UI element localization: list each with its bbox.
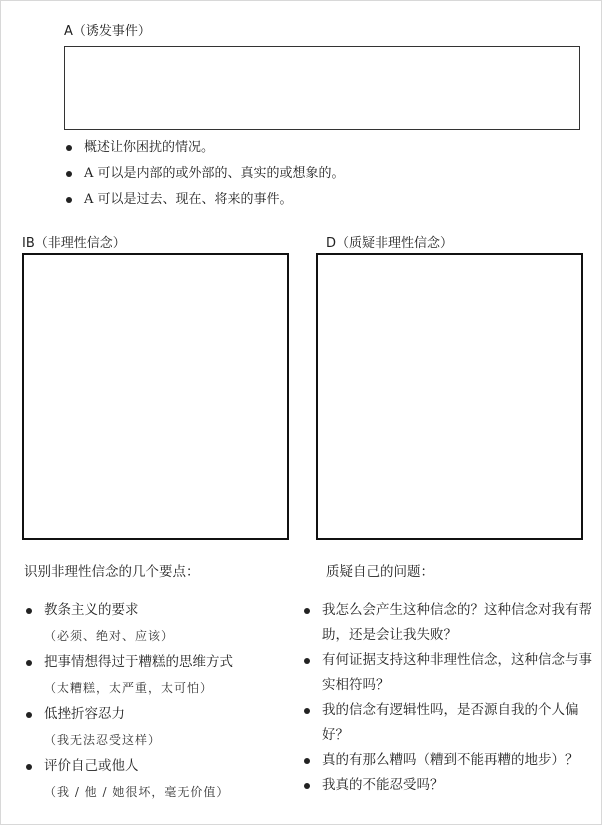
right-column-heading: 质疑自己的问题：	[326, 564, 434, 580]
list-item: 我的信念有逻辑性吗，是否源自我的个人偏好？	[302, 698, 602, 748]
list-item: 我真的不能忍受吗？	[302, 773, 602, 798]
dispute-beliefs-box[interactable]	[316, 253, 583, 540]
bullet-icon	[304, 608, 310, 614]
section-a-bullets	[64, 138, 345, 216]
left-column-list	[24, 598, 233, 806]
list-item: 有何证据支持这种非理性信念，这种信念与事实相符吗？	[302, 648, 602, 698]
bullet-icon	[66, 145, 72, 151]
list-item: 真的有那么糟吗（糟到不能再糟的地步）？	[302, 748, 602, 773]
irrational-beliefs-box[interactable]	[22, 253, 289, 540]
section-ib-heading: IB（非理性信念）	[22, 236, 126, 251]
bullet-icon	[26, 764, 32, 770]
section-d-heading: D（质疑非理性信念）	[326, 236, 454, 251]
bullet-icon	[66, 171, 72, 177]
bullet-icon	[26, 712, 32, 718]
bullet-icon	[26, 660, 32, 666]
activating-event-box[interactable]	[64, 46, 580, 130]
list-item: 评价自己或他人 （我 / 他 / 她很坏，毫无价值）	[24, 754, 233, 805]
bullet-icon	[304, 758, 310, 764]
bullet-icon	[304, 783, 310, 789]
list-item: 教条主义的要求 （必须、绝对、应该）	[24, 598, 233, 649]
list-item: 我怎么会产生这种信念的？这种信念对我有帮助，还是会让我失败？	[302, 598, 602, 648]
right-column-list	[302, 598, 602, 798]
bullet-icon	[26, 608, 32, 614]
list-item: A 可以是内部的或外部的、真实的或想象的。	[64, 164, 345, 190]
section-a-heading: A（诱发事件）	[64, 24, 151, 39]
bullet-icon	[304, 658, 310, 664]
list-item: A 可以是过去、现在、将来的事件。	[64, 190, 345, 216]
bullet-icon	[304, 708, 310, 714]
left-column-heading: 识别非理性信念的几个要点：	[24, 564, 200, 580]
bullet-icon	[66, 197, 72, 203]
list-item: 概述让你困扰的情况。	[64, 138, 345, 164]
list-item: 低挫折容忍力 （我无法忍受这样）	[24, 702, 233, 753]
list-item: 把事情想得过于糟糕的思维方式 （太糟糕，太严重，太可怕）	[24, 650, 233, 701]
